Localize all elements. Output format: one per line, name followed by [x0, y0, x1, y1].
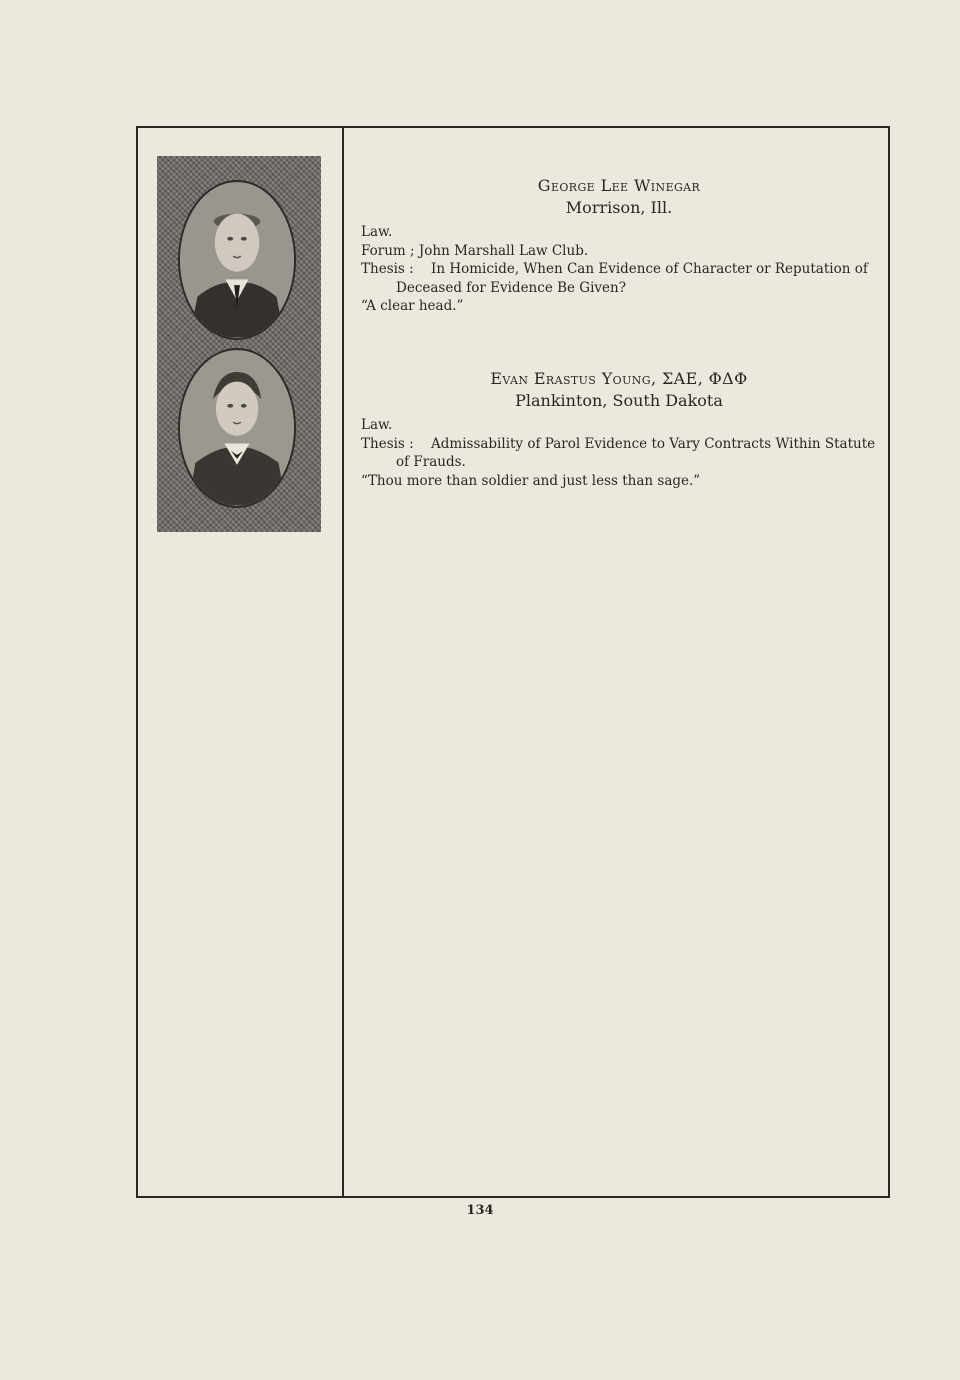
portrait-1-image: [180, 182, 294, 338]
portrait-photo-1: [178, 180, 296, 340]
column-divider: [342, 128, 344, 1198]
student-name: Evan Erastus Young, ΣAE, ΦΔΦ: [490, 369, 748, 388]
student-name: George Lee Winegar: [537, 176, 701, 195]
thesis-label: Thesis :: [361, 261, 414, 277]
portrait-panel: [157, 156, 321, 532]
student-quote: “A clear head.”: [361, 298, 464, 314]
student-department: Law.: [361, 224, 393, 240]
student-hometown: Morrison, Ill.: [565, 198, 673, 217]
page-number: 134: [466, 1203, 494, 1218]
student-entry-young: [361, 368, 877, 490]
student-quote: “Thou more than soldier and just less than sage.”: [361, 472, 701, 489]
student-hometown: Plankinton, South Dakota: [515, 391, 723, 410]
portrait-photo-2: [178, 348, 296, 508]
thesis-value: Admissability of Parol Evidence to Vary Contracts Within Statute of Frauds.: [396, 435, 876, 470]
forum-label: Forum ;: [361, 242, 415, 259]
student-forum: [361, 242, 877, 261]
student-department: Law.: [361, 417, 393, 433]
student-thesis: [361, 435, 877, 472]
thesis-label: Thesis :: [361, 435, 414, 452]
portrait-2-image: [180, 350, 294, 506]
thesis-value: In Homicide, When Can Evidence of Character or Reputation of Deceased for Evidence Be Given?: [396, 261, 868, 296]
student-entry-winegar: [361, 175, 877, 316]
student-thesis: [361, 260, 877, 297]
forum-value: John Marshall Law Club.: [418, 242, 589, 259]
